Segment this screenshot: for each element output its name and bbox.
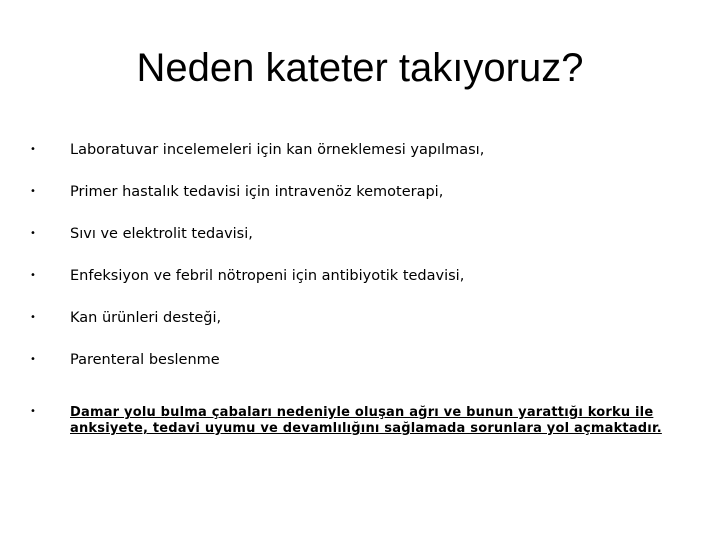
- bullet-text: Sıvı ve elektrolit tedavisi,: [70, 226, 253, 242]
- bullet-marker: •: [30, 406, 36, 417]
- slide-title: Neden kateter takıyoruz?: [136, 46, 584, 90]
- list-item-emphasized: [30, 404, 690, 436]
- bullet-marker: •: [30, 144, 36, 155]
- bullet-text: Kan ürünleri desteği,: [70, 310, 222, 326]
- bullet-text: Parenteral beslenme: [70, 352, 220, 368]
- bullet-text: Laboratuvar incelemeleri için kan örneklemesi yapılması,: [70, 142, 485, 158]
- bullet-text: Primer hastalık tedavisi için intravenöz kemoterapi,: [70, 184, 444, 200]
- list-item: [30, 268, 690, 284]
- bullet-list: [30, 142, 690, 436]
- bullet-text: Damar yolu bulma çabaları nedeniyle oluşan ağrı ve bunun yarattığı korku ile anksiyete, tedavi uyumu ve devamlılığını sağlamada sorunlara yol açmaktadır.: [70, 405, 662, 436]
- bullet-marker: •: [30, 312, 36, 323]
- bullet-text: Enfeksiyon ve febril nötropeni için antibiyotik tedavisi,: [70, 268, 465, 284]
- list-item: [30, 310, 690, 326]
- list-item: [30, 142, 690, 158]
- list-item: [30, 352, 690, 368]
- list-item: [30, 184, 690, 200]
- bullet-marker: •: [30, 228, 36, 239]
- bullet-marker: •: [30, 186, 36, 197]
- bullet-marker: •: [30, 354, 36, 365]
- list-item: [30, 226, 690, 242]
- bullet-marker: •: [30, 270, 36, 281]
